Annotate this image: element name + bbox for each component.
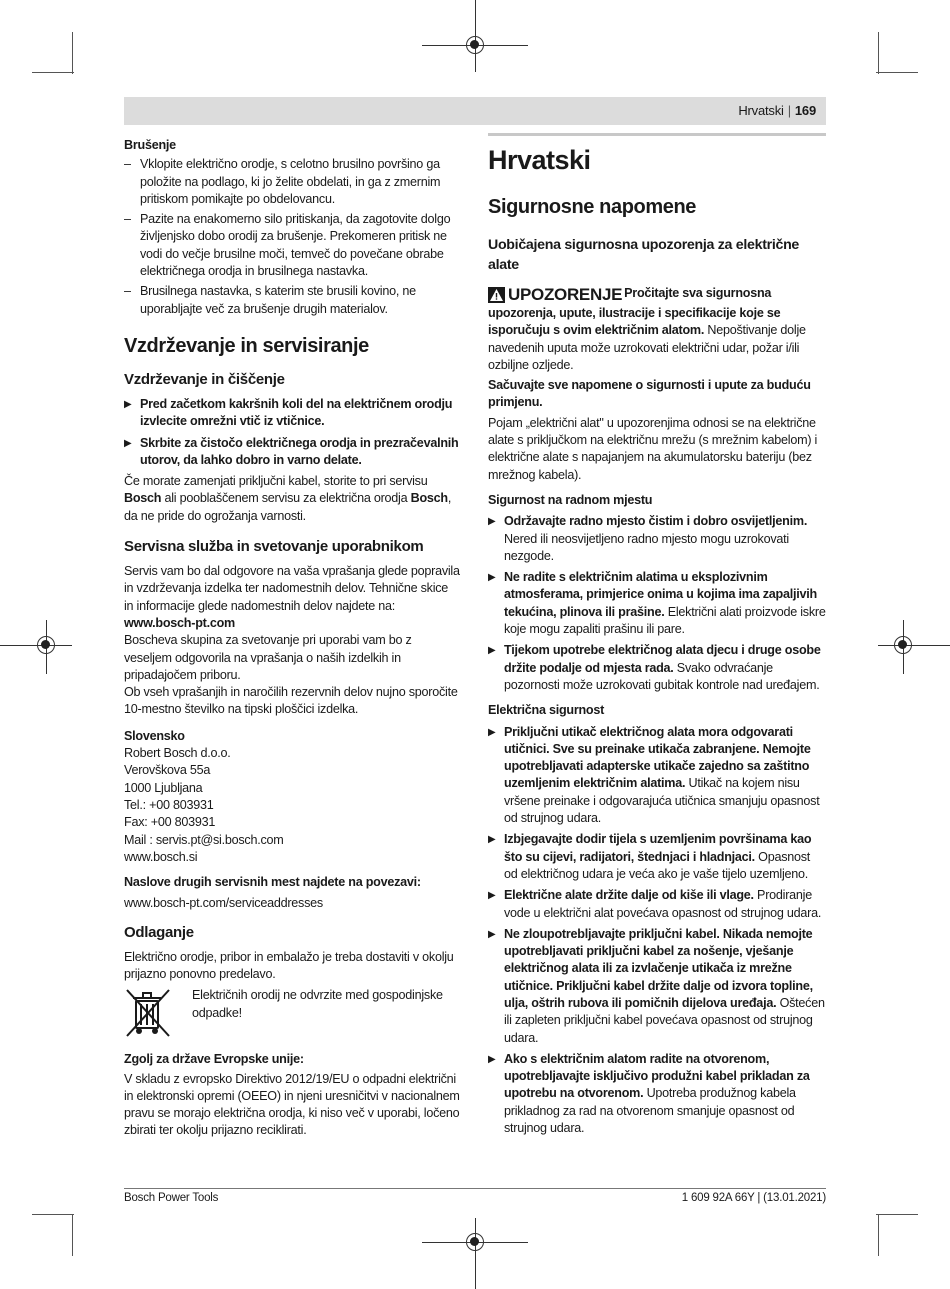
right-column [488,137,826,1141]
list-item: – Pazite na enakomerno silo pritiskanja, da zagotovite dolgo življenjsko dobo orodij za brušenje. Prekomeren pritisk ne vodi do večje brusilne moči, temveč do povečane obrabe električnega orodja in brusilnega nastavka. [124,212,451,279]
address-line: 1000 Ljubljana [124,780,203,795]
eu-heading: Zgolj za države Evropske unije: [124,1052,304,1067]
crossed-bin-icon [124,987,174,1039]
advice-text: Boscheva skupina za svetovanje pri uporabi vam bo z veseljem odgovorila na vprašanja o naših izdelkih in pripadajočem priboru. [124,633,412,682]
left-column [124,137,460,1143]
header-language: Hrvatski [738,103,784,118]
disposal-text: Električno orodje, pribor in embalažo je treba dostaviti v okolju prijazno ponovno predelavo. [124,949,454,981]
safety-heading: Sigurnosne napomene [488,196,696,218]
page-number: 169 [794,103,816,118]
eu-text: V skladu z evropsko Direktivo 2012/19/EU o odpadni električni in elektronski opremi (OEEO) in njeni uresničitvi v nacionalnem pravu se morajo električna orodja, ki niso več v uporabi, ločeno zbirati ter okolju prijazno reciklirati. [124,1071,460,1138]
list-item: – Vklopite električno orodje, s celotno brusilno površino ga položite na podlago, ki jo želite obdelati, in ga z zmernim pritiskom pomikajte po obdelovancu. [124,157,441,206]
list-item: ▶ Priključni utikač električnog alata mora odgovarati utičnici. Sve su preinake utikača zabranjene. Nemojte upotrebljavati adapterske utikače zajedno sa zaštitno uzemljenim električnim alatima. Utikač na kojem nisu vršene preinake i odgovarajuća utičnica smanjuju opasnost od strujnog udara. [488,724,820,826]
service-addresses-link[interactable]: www.bosch-pt.com/serviceaddresses [124,896,323,911]
list-item: ▶ Ne zloupotrebljavajte priključni kabel. Nikada nemojte upotrebljavati priključni kabel za nošenje, vješanje električnog alata ili za izvlačenje utikača iz mrežne utičnice. Priključni kabel držite dalje od izvora topline, ulja, oštrih rubova ili pomičnih dijelova uređaja. Oštećen ili zapleten priključni kabel povećava opasnost od strujnog udara. [488,926,825,1045]
crop-mark [876,72,918,73]
page-title: Hrvatski [488,145,591,175]
address-line: Robert Bosch d.o.o. [124,746,231,761]
address-line: Mail : servis.pt@si.bosch.com [124,832,284,847]
sanding-heading: Brušenje [124,138,176,152]
footer-divider [124,1188,826,1189]
registration-mark-icon [466,36,484,54]
list-item: ▶ Izbjegavajte dodir tijela s uzemljenim površinama kao što su cijevi, radijatori, štednjaci i hladnjaci. Opasnost od električnog udara je veća ako je vaše tijelo uzemljeno. [488,832,812,881]
disposal-notice [124,987,460,1039]
cleaning-heading: Vzdrževanje in čiščenje [124,370,285,388]
general-warnings-heading: Uobičajena sigurnosna upozorenja za električne alate [488,237,800,273]
bin-warning-text: Električnih orodij ne odvrzite med gospodinjske odpadke! [192,988,443,1020]
maintenance-heading: Vzdrževanje in servisiranje [124,334,369,357]
list-item: ▶ Pred začetkom kakršnih koli del na električnem orodju izvlecite omrežni vtič iz vtičnice. [124,396,453,429]
section-divider [488,133,826,136]
list-item: ▶ Održavajte radno mjesto čistim i dobro osvijetljenim. Nered ili neosvijetljeno radno mjesto mogu uzrokovati nezgode. [488,514,808,563]
list-item: ▶ Tijekom upotrebe električnog alata djecu i druge osobe držite podalje od mjesta rada. Svako odvraćanje pozornosti može uzrokovati gubitak kontrole nad uređajem. [488,643,821,692]
list-item: ▶ Skrbite za čistočo električnega orodja in prezračevalnih utorov, da lahko dobro in varno delate. [124,435,459,467]
crop-mark [32,72,74,73]
registration-mark-icon [466,1233,484,1251]
workplace-heading: Sigurnost na radnom mjestu [488,492,653,507]
registration-line [878,645,950,646]
service-text: Servis vam bo dal odgovore na vaša vprašanja glede popravila in vzdrževanja izdelka ter nadomestnih delov. Tehnične skice in informacije glede nadomestnih delov najdete na: www.bosch-pt.com [124,564,460,630]
crop-mark [72,1214,73,1256]
term-definition-text: Pojam „električni alat" u upozorenjima odnosi se na električne alate s priključkom na električnu mrežu (s mrežnim kabelom) i električne alate s napajanjem na akumulatorsku bateriju (bez mrežnog kabela). [488,415,818,482]
address-line: Fax: +00 803931 [124,815,216,830]
footer-document-id: 1 609 92A 66Y | (13.01.2021) [681,1192,826,1204]
keep-instructions-text: Sačuvajte sve napomene o sigurnosti i upute za buduću primjenu. [488,378,811,410]
address-line: www.bosch.si [124,849,198,864]
list-item: – Brusilnega nastavka, s katerim ste brusili kovino, ne uporabljajte več za brušenje drugih materialov. [124,284,416,316]
crop-mark [878,32,879,74]
header-label: Hrvatski | 169 [738,103,816,118]
footer-brand: Bosch Power Tools [124,1192,219,1204]
warning-triangle-icon [488,287,505,303]
registration-mark-icon [37,636,55,654]
crop-mark [876,1214,918,1215]
registration-line [475,1218,476,1289]
list-item: ▶ Ako s električnim alatom radite na otvorenom, upotrebljavajte isključivo produžni kabel prikladan za upotrebu na otvorenom. Upotreba produžnog kabela prikladnog za rad na otvorenom smanjuje opasnost od strujnog udara. [488,1051,810,1136]
other-service-heading: Naslove drugih servisnih mest najdete na povezavi: [124,875,421,890]
list-item: ▶ Električne alate držite dalje od kiše ili vlage. Prodiranje vode u električni alat povećava opasnost od strujnog udara. [488,888,822,920]
disposal-heading: Odlaganje [124,923,194,941]
registration-line [0,645,72,646]
page-header [124,97,826,125]
electrical-heading: Električna sigurnost [488,703,605,718]
warning-block: UPOZORENJE Pročitajte sva sigurnosna upozorenja, upute, ilustracije i specifikacije koje se isporučuju s ovim električnim alatom. Nepoštivanje dolje navedenih uputa može uzrokovati električni udar, požar i/ili ozbiljne ozljede. [488,285,806,372]
crop-mark [72,32,73,74]
order-text: Ob vseh vprašanjih in naročilih rezervnih delov nujno sporočite 10-mestno številko na tipski ploščici izdelka. [124,685,458,717]
cable-replacement-text: Če morate zamenjati priključni kabel, storite to pri servisu Bosch ali pooblaščenem servisu za električna orodja Bosch, da ne pride do ogrožanja varnosti. [124,474,452,523]
list-item: ▶ Ne radite s električnim alatima u eksplozivnim atmosferama, primjerice onima u kojima ima zapaljivih tekućina, plinova ili prašine. Električni alati proizvode iskre koje mogu zapaliti prašinu ili pare. [488,570,826,637]
warning-label: UPOZORENJE [488,285,622,305]
crop-mark [878,1214,879,1256]
address-line: Tel.: +00 803931 [124,797,214,812]
crop-mark [32,1214,74,1215]
country-heading: Slovensko [124,728,185,743]
address-line: Verovškova 55a [124,763,211,778]
service-heading: Servisna služba in svetovanje uporabnikom [124,538,424,556]
registration-mark-icon [894,636,912,654]
service-url[interactable]: www.bosch-pt.com [124,615,235,630]
